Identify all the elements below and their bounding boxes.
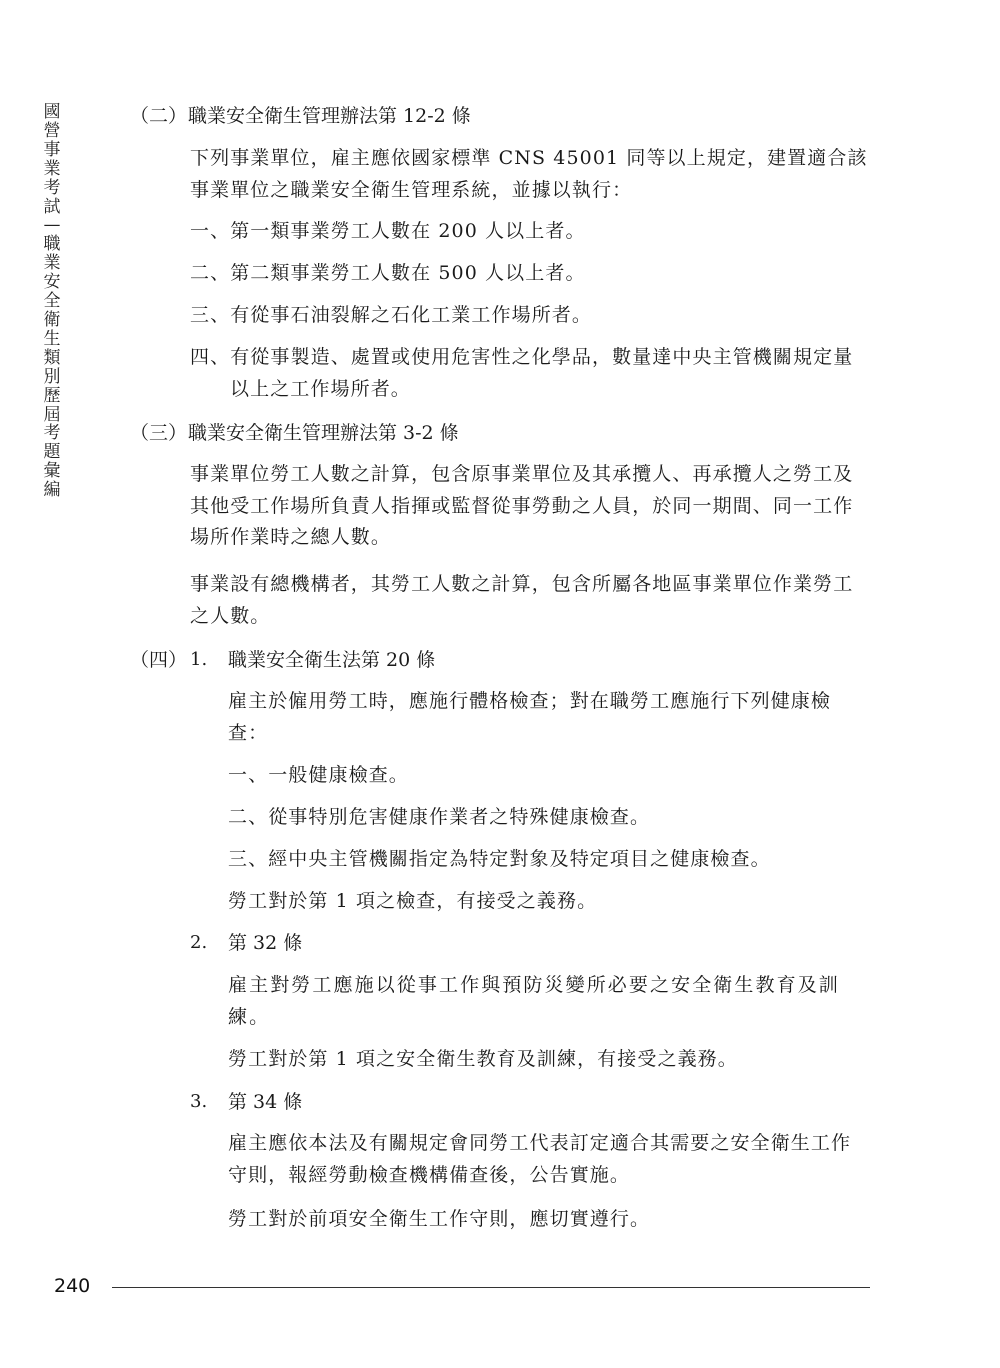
paragraph: 雇主應依本法及有關規定會同勞工代表訂定適合其需要之安全衛生工作守則，報經勞動檢查機構備查後，公告實施。: [228, 1132, 852, 1186]
running-header-vertical-title: 國營事業考試—職業安全衛生類別歷屆考題彙編: [43, 102, 61, 501]
footer-divider: [112, 1287, 870, 1288]
item-number: 3.: [190, 1091, 208, 1112]
paragraph: 勞工對於前項安全衛生工作守則，應切實遵行。: [228, 1208, 651, 1230]
section-title: 職業安全衛生管理辦法第 3-2 條: [188, 422, 459, 444]
item-number: 1.: [190, 649, 208, 670]
list-item: 二、第二類事業勞工人數在 500 人以上者。: [190, 262, 586, 284]
list-item: 一、一般健康檢查。: [228, 764, 409, 786]
section-number: （四）: [130, 649, 188, 671]
section-number: （三）: [130, 422, 188, 444]
paragraph: 下列事業單位，雇主應依國家標準 CNS 45001 同等以上規定，建置適合該事業單位之職業安全衛生管理系統，並據以執行：: [190, 147, 868, 201]
item-title: 第 32 條: [228, 932, 303, 954]
item-title: 職業安全衛生法第 20 條: [228, 649, 436, 671]
list-item: 三、有從事石油裂解之石化工業工作場所者。: [190, 304, 593, 326]
section-heading-2: [130, 103, 471, 129]
page-number: 240: [54, 1275, 91, 1297]
section-title: 職業安全衛生管理辦法第 12-2 條: [188, 105, 471, 127]
list-item: 一、第一類事業勞工人數在 200 人以上者。: [190, 220, 586, 242]
item-number: 2.: [190, 932, 208, 953]
paragraph: 事業單位勞工人數之計算，包含原事業單位及其承攬人、再承攬人之勞工及其他受工作場所負責人指揮或監督從事勞動之人員，於同一期間、同一工作場所作業時之總人數。: [190, 463, 854, 548]
paragraph: 雇主對勞工應施以從事工作與預防災變所必要之安全衛生教育及訓練。: [228, 974, 840, 1028]
paragraph: 勞工對於第 1 項之安全衛生教育及訓練，有接受之義務。: [228, 1048, 738, 1070]
item-title: 第 34 條: [228, 1091, 303, 1113]
list-item: 二、從事特別危害健康作業者之特殊健康檢查。: [228, 806, 651, 828]
paragraph: 勞工對於第 1 項之檢查，有接受之義務。: [228, 890, 598, 912]
section-heading-3: [130, 420, 459, 446]
paragraph: 事業設有總機構者，其勞工人數之計算，包含所屬各地區事業單位作業勞工之人數。: [190, 573, 854, 627]
list-item: 三、經中央主管機關指定為特定對象及特定項目之健康檢查。: [228, 848, 771, 870]
section-number: （二）: [130, 105, 188, 127]
list-item: 四、有從事製造、處置或使用危害性之化學品，數量達中央主管機關規定量以上之工作場所者。: [190, 346, 854, 400]
section-heading-4: [130, 647, 188, 673]
paragraph: 雇主於僱用勞工時，應施行體格檢查；對在職勞工應施行下列健康檢查：: [228, 690, 832, 744]
